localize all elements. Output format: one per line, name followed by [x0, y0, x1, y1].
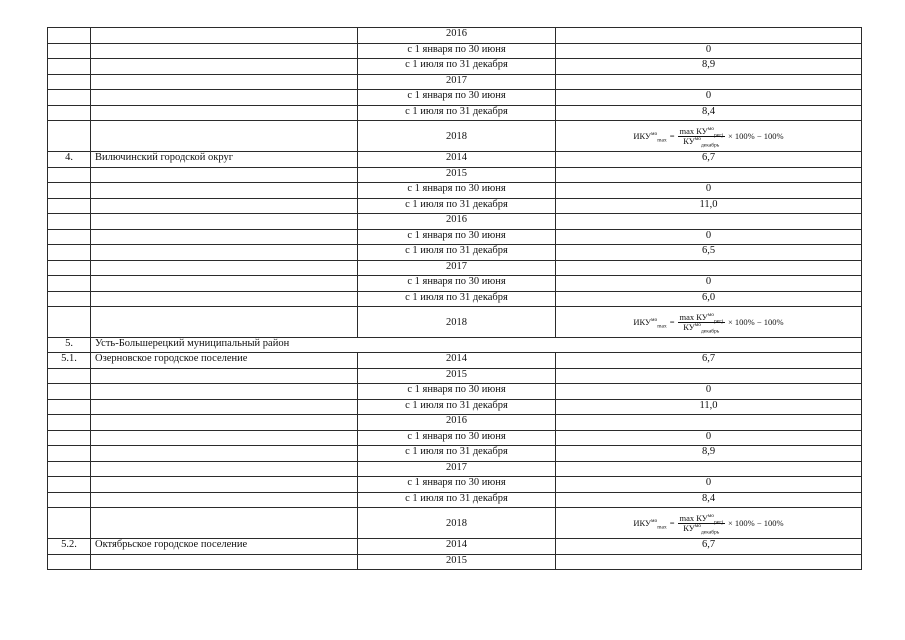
row-number [48, 121, 91, 152]
table-row [48, 291, 862, 307]
row-number: 5.2. [48, 539, 91, 555]
municipality-name [91, 198, 358, 214]
row-number [48, 229, 91, 245]
table-row [48, 430, 862, 446]
value-cell: 11,0 [556, 399, 862, 415]
table-row [48, 353, 862, 369]
value-cell: 8,4 [556, 105, 862, 121]
value-cell [556, 307, 862, 338]
tariff-table [47, 27, 862, 570]
period-cell: с 1 января по 30 июня [358, 183, 556, 199]
growth-index-formula [633, 512, 784, 536]
municipality-name [91, 291, 358, 307]
row-number [48, 430, 91, 446]
period-cell: с 1 июля по 31 декабря [358, 446, 556, 462]
row-number [48, 245, 91, 261]
period-cell: 2015 [358, 554, 556, 570]
period-cell: 2015 [358, 167, 556, 183]
table-row [48, 260, 862, 276]
period-cell: 2014 [358, 539, 556, 555]
value-cell [556, 121, 862, 152]
row-number [48, 90, 91, 106]
table-row [48, 59, 862, 75]
value-cell: 6,7 [556, 152, 862, 168]
municipality-name [91, 508, 358, 539]
row-number [48, 276, 91, 292]
municipality-name [91, 415, 358, 431]
row-number [48, 307, 91, 338]
municipality-name: Октябрьское городское поселение [91, 539, 358, 555]
municipality-name [91, 461, 358, 477]
period-cell: 2014 [358, 353, 556, 369]
table-row [48, 245, 862, 261]
period-cell: с 1 января по 30 июня [358, 477, 556, 493]
formula-numerator: $\max КУ^{мо}_{pегj}$ [679, 311, 724, 325]
row-number [48, 291, 91, 307]
period-cell: с 1 июля по 31 декабря [358, 198, 556, 214]
row-number [48, 167, 91, 183]
table-row [48, 276, 862, 292]
table-row [48, 461, 862, 477]
row-number [48, 74, 91, 90]
row-number [48, 59, 91, 75]
formula-equals: = [669, 517, 675, 528]
row-number [48, 260, 91, 276]
period-cell: с 1 июля по 31 декабря [358, 105, 556, 121]
value-cell: 6,7 [556, 353, 862, 369]
value-cell: 6,7 [556, 539, 862, 555]
period-cell: 2017 [358, 461, 556, 477]
row-number [48, 384, 91, 400]
formula-row [48, 508, 862, 539]
municipality-name [91, 368, 358, 384]
period-cell: 2014 [358, 152, 556, 168]
row-number [48, 183, 91, 199]
row-number [48, 105, 91, 121]
municipality-name [91, 245, 358, 261]
table-row [48, 229, 862, 245]
period-cell: с 1 января по 30 июня [358, 430, 556, 446]
row-number: 4. [48, 152, 91, 168]
value-cell: 6,5 [556, 245, 862, 261]
formula-fraction [678, 512, 726, 536]
municipality-name [91, 260, 358, 276]
value-cell [556, 554, 862, 570]
value-cell: 8,9 [556, 446, 862, 462]
row-number: 5. [48, 338, 91, 353]
table-row [48, 183, 862, 199]
municipality-name [91, 554, 358, 570]
formula-lhs: $ИКУ^{мо}_{max}$ [633, 517, 667, 531]
period-cell: 2015 [358, 368, 556, 384]
municipality-name [91, 183, 358, 199]
value-cell: 0 [556, 183, 862, 199]
municipality-name [91, 105, 358, 121]
table-row [48, 539, 862, 555]
value-cell: 0 [556, 276, 862, 292]
period-cell: с 1 июля по 31 декабря [358, 399, 556, 415]
value-cell [556, 368, 862, 384]
table-row [48, 167, 862, 183]
formula-row [48, 307, 862, 338]
period-cell: с 1 июля по 31 декабря [358, 59, 556, 75]
formula-lhs: $ИКУ^{мо}_{max}$ [633, 130, 667, 144]
formula-fraction [678, 125, 726, 149]
period-cell: 2016 [358, 415, 556, 431]
table-row [48, 415, 862, 431]
municipality-name [91, 276, 358, 292]
table-row [48, 446, 862, 462]
value-cell: 6,0 [556, 291, 862, 307]
period-cell: с 1 июля по 31 декабря [358, 291, 556, 307]
value-cell [556, 260, 862, 276]
value-cell: 8,4 [556, 492, 862, 508]
row-number [48, 43, 91, 59]
value-cell [556, 74, 862, 90]
row-number [48, 368, 91, 384]
period-cell: 2016 [358, 28, 556, 44]
municipality-name [91, 399, 358, 415]
value-cell [556, 508, 862, 539]
table-row [48, 368, 862, 384]
period-cell: 2017 [358, 74, 556, 90]
period-cell: с 1 января по 30 июня [358, 276, 556, 292]
period-cell: 2018 [358, 121, 556, 152]
value-cell: 0 [556, 90, 862, 106]
growth-index-formula [633, 125, 784, 149]
period-cell: 2018 [358, 508, 556, 539]
value-cell: 0 [556, 43, 862, 59]
table-row [48, 477, 862, 493]
table-row [48, 105, 862, 121]
section-title: Усть-Большерецкий муниципальный район [91, 338, 862, 353]
value-cell: 0 [556, 384, 862, 400]
period-cell: 2018 [358, 307, 556, 338]
table-row [48, 214, 862, 230]
municipality-name [91, 214, 358, 230]
row-number [48, 492, 91, 508]
formula-equals: = [669, 130, 675, 141]
value-cell [556, 214, 862, 230]
table-row [48, 152, 862, 168]
value-cell [556, 167, 862, 183]
municipality-name [91, 167, 358, 183]
formula-fraction [678, 311, 726, 335]
period-cell: с 1 июля по 31 декабря [358, 492, 556, 508]
row-number [48, 461, 91, 477]
municipality-name [91, 121, 358, 152]
municipality-name [91, 307, 358, 338]
municipality-name [91, 28, 358, 44]
value-cell [556, 461, 862, 477]
row-number [48, 214, 91, 230]
formula-numerator: $\max КУ^{мо}_{pегj}$ [679, 512, 724, 526]
formula-row [48, 121, 862, 152]
table-row [48, 384, 862, 400]
table-row [48, 399, 862, 415]
row-number [48, 28, 91, 44]
row-number [48, 198, 91, 214]
municipality-name [91, 90, 358, 106]
municipality-name [91, 43, 358, 59]
value-cell: 0 [556, 229, 862, 245]
formula-denominator: $КУ^{мо}_{декабрь}$ [683, 321, 720, 335]
row-number [48, 554, 91, 570]
row-number [48, 399, 91, 415]
formula-tail: × 100% − 100% [728, 130, 784, 141]
table-row [48, 28, 862, 44]
municipality-name [91, 384, 358, 400]
period-cell: с 1 января по 30 июня [358, 384, 556, 400]
formula-numerator: $\max КУ^{мо}_{pегj}$ [679, 125, 724, 139]
formula-denominator: $КУ^{мо}_{декабрь}$ [683, 135, 720, 149]
period-cell: с 1 января по 30 июня [358, 90, 556, 106]
municipality-name [91, 477, 358, 493]
period-cell: с 1 января по 30 июня [358, 43, 556, 59]
growth-index-formula [633, 311, 784, 335]
period-cell: 2016 [358, 214, 556, 230]
municipality-name [91, 74, 358, 90]
municipality-name [91, 492, 358, 508]
table-row [48, 90, 862, 106]
row-number [48, 415, 91, 431]
municipality-name: Озерновское городское поселение [91, 353, 358, 369]
value-cell [556, 28, 862, 44]
period-cell: 2017 [358, 260, 556, 276]
formula-tail: × 100% − 100% [728, 517, 784, 528]
section-row [48, 338, 862, 353]
row-number [48, 477, 91, 493]
municipality-name [91, 229, 358, 245]
value-cell: 0 [556, 477, 862, 493]
table-row [48, 74, 862, 90]
value-cell [556, 415, 862, 431]
formula-equals: = [669, 316, 675, 327]
table-row [48, 492, 862, 508]
row-number [48, 508, 91, 539]
row-number: 5.1. [48, 353, 91, 369]
table-row [48, 43, 862, 59]
value-cell: 11,0 [556, 198, 862, 214]
period-cell: с 1 июля по 31 декабря [358, 245, 556, 261]
table-row [48, 554, 862, 570]
municipality-name [91, 59, 358, 75]
formula-denominator: $КУ^{мо}_{декабрь}$ [683, 522, 720, 536]
value-cell: 0 [556, 430, 862, 446]
municipality-name [91, 430, 358, 446]
municipality-name: Вилючинский городской округ [91, 152, 358, 168]
row-number [48, 446, 91, 462]
formula-lhs: $ИКУ^{мо}_{max}$ [633, 316, 667, 330]
municipality-name [91, 446, 358, 462]
table-row [48, 198, 862, 214]
value-cell: 8,9 [556, 59, 862, 75]
formula-tail: × 100% − 100% [728, 316, 784, 327]
period-cell: с 1 января по 30 июня [358, 229, 556, 245]
